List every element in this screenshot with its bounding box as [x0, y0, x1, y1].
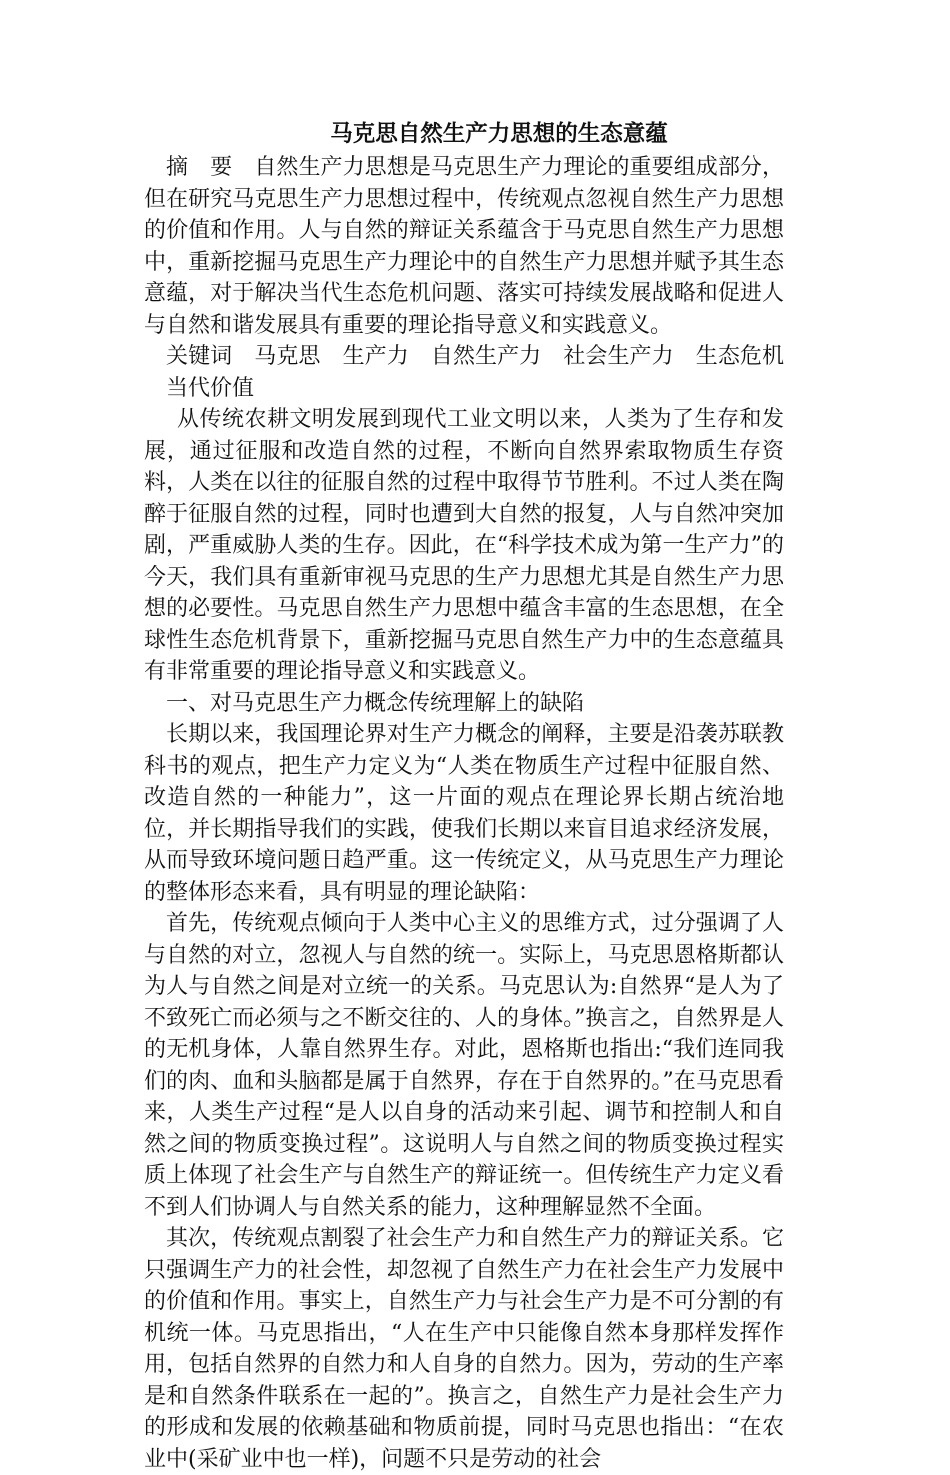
body-paragraph: 其次，传统观点割裂了社会生产力和自然生产力的辩证关系。它只强调生产力的社会性，却忽视了自然生产力在社会生产力发展中的价值和作用。事实上，自然生产力与社会生产力是不可分割的有机统一体。马克思指出，“人在生产中只能像自然本身那样发挥作用，包括自然界的自然力和人自身的自然力。因为，劳动的生产率是和自然条件联系在一起的”。换言之，自然生产力是社会生产力的形成和发展的依赖基础和物质前提，同时马克思也指出：“在农业中(采矿业中也一样)，问题不只是劳动的社会	[144, 1226, 784, 1472]
keyword-item: 当代价值	[166, 375, 255, 401]
keywords-label: 关键词	[166, 344, 233, 369]
keyword-item: 社会生产力	[563, 344, 674, 369]
section-heading: 一、对马克思生产力概念传统理解上的缺陷	[166, 690, 585, 716]
document-page	[144, 118, 784, 1475]
abstract-text: 自然生产力思想是马克思生产力理论的重要组成部分，但在研究马克思生产力思想过程中，传统观点忽视自然生产力思想的价值和作用。人与自然的辩证关系蕴含于马克思自然生产力思想中，重新挖掘马克思生产力理论中的自然生产力思想并赋予其生态意蕴，对于解决当代生态危机问题、落实可持续发展战略和促进人与自然和谐发展具有重要的理论指导意义和实践意义。	[144, 155, 784, 338]
keyword-item: 马克思	[254, 344, 321, 369]
keyword-item: 自然生产力	[430, 344, 542, 369]
document-title: 马克思自然生产力思想的生态意蕴	[330, 121, 668, 147]
abstract-paragraph	[144, 152, 784, 341]
abstract-label: 摘 要	[166, 155, 233, 180]
keyword-item: 生产力	[342, 344, 409, 369]
body-paragraph: 长期以来，我国理论界对生产力概念的阐释，主要是沿袭苏联教科书的观点，把生产力定义为“人类在物质生产过程中征服自然、改造自然的一种能力”，这一片面的观点在理论界长期占统治地位，并长期指导我们的实践，使我们长期以来盲目追求经济发展，从而导致环境问题日趋严重。这一传统定义，从马克思生产力理论的整体形态来看，具有明显的理论缺陷：	[144, 722, 784, 905]
keyword-item: 生态危机	[695, 344, 784, 369]
body-paragraph: 首先，传统观点倾向于人类中心主义的思维方式，过分强调了人与自然的对立，忽视人与自然的统一。实际上，马克思恩格斯都认为人与自然之间是对立统一的关系。马克思认为:自然界“是人为了不致死亡而必须与之不断交往的、人的身体。”换言之，自然界是人的无机身体，人靠自然界生存。对此，恩格斯也指出:“我们连同我们的肉、血和头脑都是属于自然界，存在于自然界的。”在马克思看来，人类生产过程“是人以自身的活动来引起、调节和控制人和自然之间的物质变换过程”。这说明人与自然之间的物质变换过程实质上体现了社会生产与自然生产的辩证统一。但传统生产力定义看不到人们协调人与自然关系的能力，这种理解显然不全面。	[144, 911, 784, 1220]
keywords-paragraph	[144, 341, 784, 404]
intro-paragraph: 从传统农耕文明发展到现代工业文明以来，人类为了生存和发展，通过征服和改造自然的过程，不断向自然界索取物质生存资料，人类在以往的征服自然的过程中取得节节胜利。不过人类在陶醉于征服自然的过程，同时也遭到大自然的报复，人与自然冲突加剧，严重威胁人类的生存。因此，在“科学技术成为第一生产力”的今天，我们具有重新审视马克思的生产力思想尤其是自然生产力思想的必要性。马克思自然生产力思想中蕴含丰富的生态思想，在全球性生态危机背景下，重新挖掘马克思自然生产力中的生态意蕴具有非常重要的理论指导意义和实践意义。	[144, 407, 784, 684]
